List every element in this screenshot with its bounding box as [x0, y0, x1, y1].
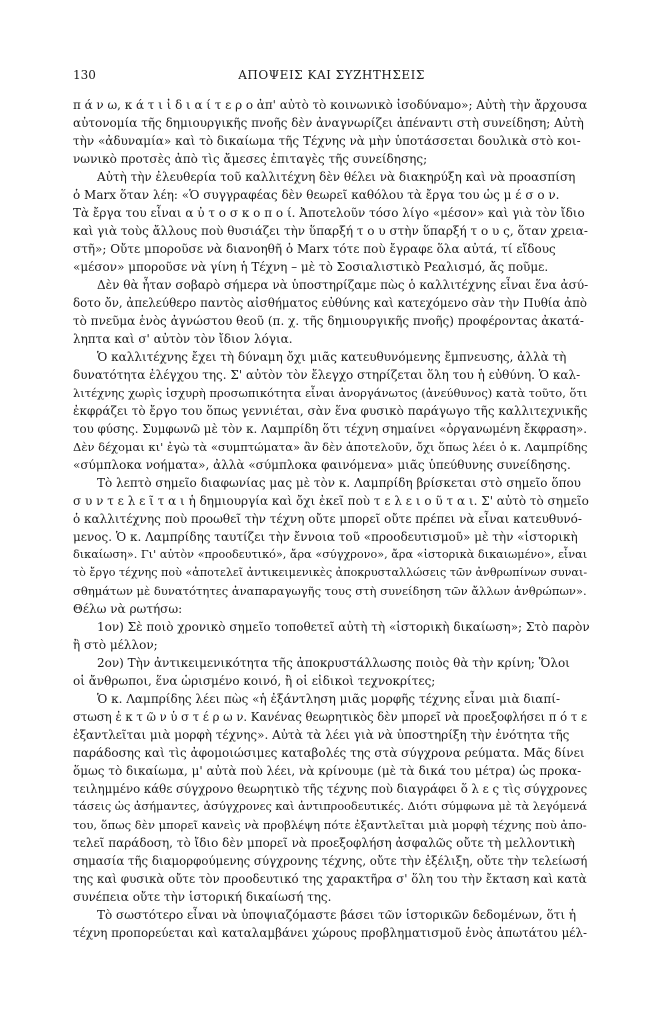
text-line: σημασία τῆς διαμορφούμενης σύγχρονης τέχνης, οὔτε τὴν ἐξέλιξη, οὔτε τὴν τελείωσή: [73, 854, 588, 868]
text-line: του φύσης. Συμφωνῶ μὲ τὸν κ. Λαμπρίδη ὅτι τέχνη σημαίνει «ὀργανωμένη ἔκφραση».: [73, 422, 587, 436]
text-line: τέχνη προπορεύεται καὶ καταλαμβάνει χώρους προβληματισμοῦ ἑνὸς ἀπωτάτου μέλ-: [73, 926, 588, 940]
text-line: τὸ πνεῦμα ἑνὸς ἀγνώστου θεοῦ (π. χ. τῆς δημιουργικῆς πνοῆς) προφέροντας ἀκατά-: [73, 314, 584, 328]
text-line: Αὐτὴ τὴν ἐλευθερία τοῦ καλλιτέχνη δὲν θέλει νὰ διακηρύξη καὶ νὰ προασπίση: [97, 170, 576, 184]
article-body: [73, 96, 590, 942]
text-line: Τὸ λεπτὸ σημεῖο διαφωνίας μας μὲ τὸν κ. Λαμπρίδη βρίσκεται στὸ σημεῖο ὅπου: [97, 476, 581, 490]
text-line: καὶ γιὰ τοὺς ἄλλους ποὺ θυσιάζει τὴν ὕπαρξή τ ο υ στὴν ὕπαρξή τ ο υ ς, ὅταν χρεια-: [73, 224, 588, 238]
page-number: 130: [73, 68, 96, 82]
text-line: 1ον) Σὲ ποιὸ χρονικὸ σημεῖο τοποθετεῖ αὐτὴ τὴ «ἱστορικὴ δικαίωση»; Στὸ παρὸν: [97, 620, 590, 634]
text-line: ὅμως τὸ δικαίωμα, μ' αὐτὰ ποὺ λέει, νὰ κρίνουμε (μὲ τὰ δικά του μέτρα) ὡς προκα-: [73, 764, 582, 778]
text-line: δοτο ὄν, ἀπελεύθερο παντὸς αἰσθήματος εὐθύνης καὶ κατεχόμενο σὰν τὴν Πυθία ἀπὸ: [73, 296, 588, 310]
page-header: [73, 68, 590, 88]
running-title: ΑΠΟΨΕΙΣ ΚΑΙ ΣΥΖΗΤΗΣΕΙΣ: [238, 68, 425, 82]
text-line: σ υ ν τ ε λ ε ῖ τ α ι ἡ δημιουργία καὶ ὄχι ἐκεῖ ποὺ τ ε λ ε ι ο ῦ τ α ι. Σ' αὐτὸ τὸ σημεῖο: [73, 494, 589, 508]
text-line: ἢ στὸ μέλλον;: [73, 638, 158, 652]
text-line: ληπτα καὶ σ' αὐτὸν τὸν ἴδιον λόγια.: [73, 332, 293, 346]
text-line: μενος. Ὁ κ. Λαμπρίδης ταυτίζει τὴν ἔννοια τοῦ «προοδευτισμοῦ» μὲ τὴν «ἱστορικὴ: [73, 530, 578, 544]
text-line: ὁ καλλιτέχνης ποὺ προωθεῖ τὴν τέχνη οὔτε μπορεῖ οὔτε πρέπει νὰ εἶναι κατευθυνό-: [73, 512, 582, 526]
text-line: στωση ἐ κ τ ῶ ν ὑ σ τ έ ρ ω ν. Κανένας θεωρητικὸς δὲν μπορεῖ νὰ προεξοφλήσει π ό τ ε: [73, 710, 587, 724]
text-line: ἐκφράζει τὸ ἔργο του ὅπως γεννιέται, σὰν ἕνα φυσικὸ παράγωγο τῆς καλλιτεχνικῆς: [73, 404, 588, 418]
text-line: δυνατότητα ἐλέγχου της. Σ' αὐτὸν τὸν ἔλεγχο στηρίζεται ὅλη του ἡ εὐθύνη. Ὁ καλ-: [73, 368, 581, 382]
text-line: τάσεις ὡς ἀσήμαντες, ἀσύγχρονες καὶ ἀντιπροοδευτικές. Διότι σύμφωνα μὲ τὰ λεγόμενά: [73, 800, 588, 813]
text-line: τειλημμένο κάθε σύγχρονο θεωρητικὸ τῆς τέχνης ποὺ διαγράφει ὅ λ ε ς τὶς σύγχρονες: [73, 782, 588, 796]
text-line: τελεῖ παράδοση, τὸ ἴδιο δὲν μπορεῖ νὰ προεξοφλήση ἀσφαλῶς οὔτε τὴ μελλοντικὴ: [73, 836, 575, 850]
text-line: Τὸ σωστότερο εἶναι νὰ ὑποψιαζόμαστε βάσει τῶν ἱστορικῶν δεδομένων, ὅτι ἡ: [97, 908, 577, 922]
text-line: Δὲν θὰ ἦταν σοβαρὸ σήμερα νὰ ὑποστηρίζαμε πὼς ὁ καλλιτέχνης εἶναι ἕνα ἀσύ-: [97, 278, 589, 292]
text-line: στῆ»; Οὔτε μποροῦσε νὰ διανοηθῆ ὁ Marx τότε ποὺ ἔγραφε ὅλα αὐτά, τί εἴδους: [73, 242, 556, 256]
text-line: π ά ν ω, κ ά τ ι ἰ δ ι α ί τ ε ρ ο ἀπ' αὐτὸ τὸ κοινωνικὸ ἰσοδύναμο»; Αὐτὴ τὴν ἄρχουσα: [73, 98, 588, 112]
text-line: Τὰ ἔργα του εἶναι α ὐ τ ο σ κ ο π ο ί. Ἀποτελοῦν τόσο λίγο «μέσον» καὶ γιὰ τὸν ἴδιο: [73, 206, 585, 220]
text-line: λιτέχνης χωρὶς ἰσχυρὴ προσωπικότητα εἶναι ἀνοργάνωτος (ἀνεύθυνος) κατὰ τοῦτο, ὅτι: [73, 386, 588, 400]
text-line: αὐτονομία τῆς δημιουργικῆς πνοῆς δὲν ἀναγνωρίζει ἀπέναντι στὴ συνείδηση; Αὐτὴ: [73, 116, 584, 130]
text-line: «μέσον» μποροῦσε νὰ γίνη ἡ Τέχνη – μὲ τὸ Σοσιαλιστικὸ Ρεαλισμό, ἄς ποῦμε.: [73, 260, 549, 274]
text-line: Θέλω νὰ ρωτήσω:: [73, 602, 183, 616]
text-line: νωνικὸ προτσὲς ἀπὸ τὶς ἄμεσες ἐπιταγὲς τῆς συνείδησης;: [73, 152, 428, 166]
text-line: Ὁ κ. Λαμπρίδης λέει πὼς «ἡ ἐξάντληση μιᾶς μορφῆς τέχνης εἶναι μιὰ διαπί-: [97, 692, 561, 706]
text-line: τὴν «ἀδυναμία» καὶ τὸ δικαίωμα τῆς Τέχνης νὰ μὴν ὑποτάσσεται δουλικὰ στὸ κοι-: [73, 134, 581, 148]
text-line: δικαίωση». Γι' αὐτὸν «προοδευτικό», ἄρα «σύγχρονο», ἄρα «ἱστορικὰ δικαιωμένο», εἶναι: [73, 548, 588, 561]
text-line: ὁ Marx ὅταν λέη: «Ὁ συγγραφέας δὲν θεωρεῖ καθόλου τὰ ἔργα του ὡς μ έ σ ο ν.: [73, 188, 560, 202]
text-line: τὸ ἔργο τέχνης ποὺ «ἀποτελεῖ ἀντικειμενικὲς ἀποκρυσταλλώσεις τῶν ἀνθρωπίνων συναι-: [73, 566, 588, 579]
text-line: παράδοσης καὶ τὶς ἀφομοιώσιμες καταβολές της στὰ σύγχρονα ρεύματα. Μᾶς δίνει: [73, 746, 585, 760]
text-line: ἐξαντλεῖται μιὰ μορφὴ τέχνης». Αὐτὰ τὰ λέει γιὰ νὰ ὑποστηρίξη τὴν ἑνότητα τῆς: [73, 728, 570, 742]
text-line: του, ὅπως δὲν μπορεῖ κανεὶς νὰ προβλέψη πότε ἐξαντλεῖται μιὰ μορφὴ τέχνης ποὺ ἀπο-: [73, 818, 587, 832]
text-line: 2ον) Τὴν ἀντικειμενικότητα τῆς ἀποκρυστάλλωσης ποιὸς θὰ τὴν κρίνη; Ὅλοι: [97, 656, 570, 670]
text-line: οἱ ἄνθρωποι, ἕνα ὡρισμένο κοινό, ἢ οἱ εἰδικοὶ τεχνοκρίτες;: [73, 674, 436, 688]
text-line: Ὁ καλλιτέχνης ἔχει τὴ δύναμη ὄχι μιᾶς κατευθυνόμενης ἔμπνευσης, ἀλλὰ τὴ: [97, 350, 567, 364]
text-line: συνέπεια οὔτε τὴν ἱστορική δικαίωσή της.: [73, 890, 332, 904]
text-line: της καὶ φυσικὰ οὔτε τὸν προοδευτικό της χαρακτῆρα σ' ὅλη του τὴν ἔκταση καὶ κατὰ: [73, 872, 587, 886]
text-line: «σύμπλοκα νοήματα», ἀλλὰ «σύμπλοκα φαινόμενα» μιᾶς ὑπεύθυνης συνείδησης.: [73, 458, 571, 472]
text-line: Δὲν δέχομαι κι' ἐγὼ τὰ «συμπτώματα» ἂν δὲν ἀποτελοῦν, ὄχι ὅπως λέει ὁ κ. Λαμπρίδης: [73, 440, 588, 454]
text-line: σθημάτων μὲ δυνατότητες ἀναπαραγωγῆς τους στὴ συνείδηση τῶν ἄλλων ἀνθρώπων».: [73, 584, 587, 598]
